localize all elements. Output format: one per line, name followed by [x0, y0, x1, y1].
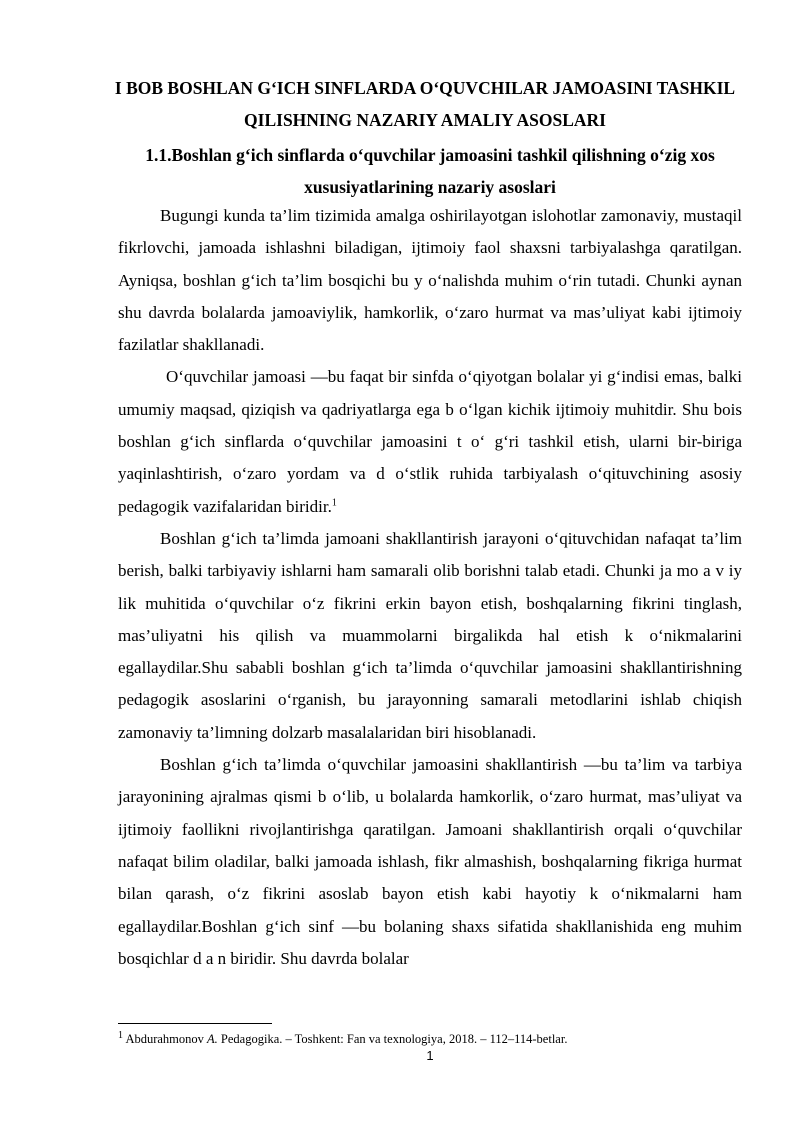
paragraph-3: Boshlan g‘ich ta’limda jamoani shakllantirish jarayoni o‘qituvchidan nafaqat ta’lim berish, balki tarbiyaviy ishlarni ham samarali olib borishni talab etadi. Chunki ja mo a v iy lik muhitida o‘quvchilar o‘z fikrini erkin bayon etish, boshqalarning fikrini tinglash, mas’uliyatni his qilish va muammolarni birgalikda hal etish k o‘nikmalarini egallaydilar.Shu sababli boshlan g‘ich ta’limda o‘quvchilar jamoasini shakllantirishning pedagogik asoslarini o‘rganish, bu jarayonning samarali metodlarini ishlab chiqish zamonaviy ta’limning dolzarb masalalaridan biri hisoblanadi. [118, 528, 742, 742]
body-text [118, 200, 742, 975]
paragraph-2-text: O‘quvchilar jamoasi —bu faqat bir sinfda o‘qiyotgan bolalar yi g‘indisi emas, balki umumiy maqsad, qiziqish va qadriyatlarga ega b o‘lgan kichik ijtimoiy muhitdir. Shu bois boshlan g‘ich sinflarda o‘quvchilar jamoasini t o‘ g‘ri tashkil etish, ularni bir-biriga yaqinlashtirish, o‘zaro yordam va d o‘stlik ruhida tarbiyalash o‘qituvchining asosiy pedagogik vazifalaridan biridir. [118, 367, 742, 516]
chapter-title: I BOB BOSHLAN G‘ICH SINFLARDA O‘QUVCHILAR JAMOASINI TASHKIL QILISHNING NAZARIY AMALIY ASOSLARI [114, 78, 736, 130]
paragraph-4: Boshlan g‘ich ta’limda o‘quvchilar jamoasini shakllantirish —bu ta’lim va tarbiya jarayonining ajralmas qismi b o‘lib, u bolalarda hamkorlik, o‘zaro hurmat, mas’uliyat va ijtimoiy faollikni rivojlantirishga qaratilgan. Jamoani shakllantirish orqali o‘quvchilar nafaqat bilim oladilar, balki jamoada ishlash, fikr almashish, boshqalarning fikriga hurmat bilan qarash, o‘z fikrini asoslab bayon etish kabi hayotiy k o‘nikmalarni ham egallaydilar.Boshlan g‘ich sinf —bu bolaning shaxs sifatida shakllanishida eng muhim bosqichlar d a n biridir. Shu davrda bolalar [118, 755, 742, 968]
paragraph-2 [118, 361, 742, 522]
section-title: 1.1.Boshlan g‘ich sinflarda o‘quvchilar jamoasini tashkil qilishning o‘zig xos xususiyatlarining nazariy asoslari [145, 145, 715, 197]
footnote-text: Pedagogika. – Toshkent: Fan va texnologiya, 2018. – 112–114-betlar. [220, 1032, 568, 1046]
footnote-separator [118, 1023, 272, 1024]
footnote-author-initial: A. [207, 1032, 218, 1046]
footnote-number: 1 [118, 1029, 123, 1041]
footnote-author: Abdurahmonov [125, 1032, 204, 1046]
paragraph-1: Bugungi kunda ta’lim tizimida amalga oshirilayotgan islohotlar zamonaviy, mustaqil fikrlovchi, jamoada ishlashni biladigan, ijtimoiy faol shaxsni tarbiyalashga qaratilgan. Ayniqsa, boshlan g‘ich ta’lim bosqichi bu y o‘nalishda muhim o‘rin tutadi. Chunki aynan shu davrda bolalarda jamoaviylik, hamkorlik, o‘zaro hurmat va mas’uliyat kabi ijtimoiy fazilatlar shakllanadi. [118, 206, 742, 355]
footnote-reference[interactable]: 1 [331, 497, 337, 509]
footnote [118, 1031, 742, 1047]
page-number: 1 [426, 1048, 434, 1063]
